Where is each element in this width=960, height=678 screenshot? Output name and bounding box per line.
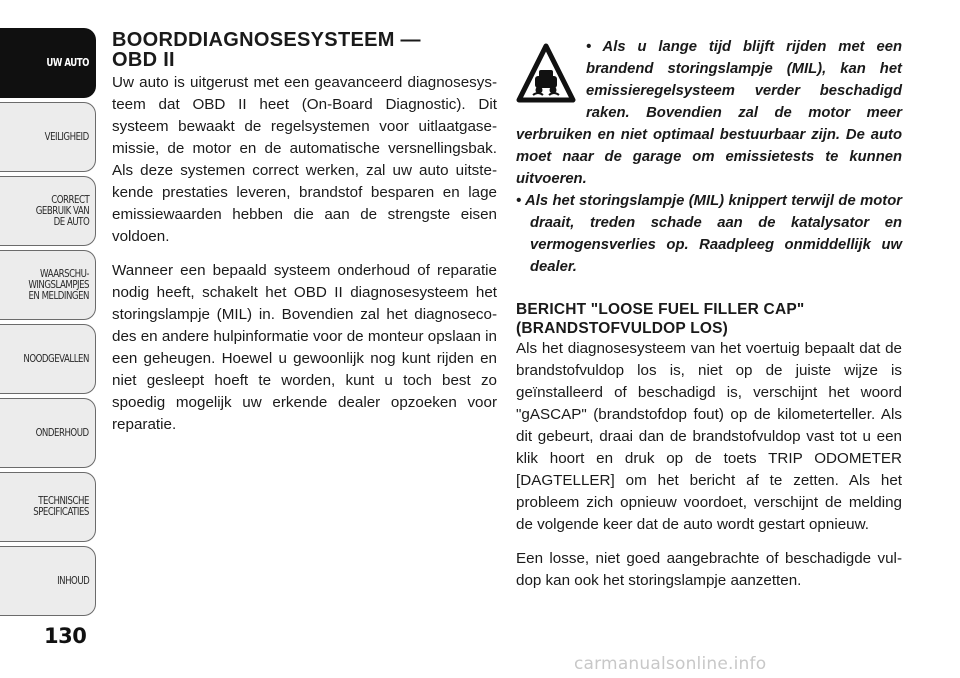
left-column xyxy=(112,30,497,448)
watermark: carmanualsonline.info xyxy=(574,654,767,674)
section-title xyxy=(112,30,497,70)
warning-triangle-icon xyxy=(516,42,576,104)
subsection-title-line2: (BRANDSTOFVULDOP LOS) xyxy=(516,320,729,337)
page-number: 130 xyxy=(44,624,87,648)
fuel-cap-note-paragraph: Een losse, niet goed aangebrachte of beschadigde vuldop kan ook het storingslampje aanzetten. xyxy=(516,550,902,589)
tab-technische-specificaties[interactable]: TECHNISCHE SPECIFICATIES xyxy=(0,472,96,542)
tab-uw-auto[interactable]: UW AUTO xyxy=(0,28,96,98)
section-title-line2: OBD II xyxy=(112,49,175,71)
right-column xyxy=(516,36,902,604)
obd-intro-paragraph: Uw auto is uitgerust met een geavanceerd diagnosesysteem dat OBD II heet (On-Board Diagnostic). Dit systeem bewaakt de regelsystemen voor uitlaatgasemissie, de motor en de automatische versnellingsbak. Als deze systemen correct werken, zal uw auto uitstekende prestaties leveren, brandstof besparen en lage emissiewaarden hebben die aan de strengste eisen voldoen. xyxy=(112,74,497,245)
warning-item-mil-flashing: • Als het storingslampje (MIL) knippert terwijl de motor draait, treden schade aan de katalysator en vermogensverlies op. Raadpleeg onmiddellijk uw dealer. xyxy=(516,193,902,275)
obd-maintenance-paragraph: Wanneer een bepaald systeem onderhoud of reparatie nodig heeft, schakelt het OBD II diagnosesysteem het storingslampje (MIL) in. Bovendien zal het diagnosecodes en andere hulpinformatie voor de monteur opslaan in een geheugen. Hoewel u gewoonlijk nog kunt rijden en niet gesleept hoeft te worden, kunt u toch best zo spoedig mogelijk uw erkende dealer opzoeken voor reparatie. xyxy=(112,262,497,433)
tab-noodgevallen[interactable]: NOODGEVALLEN xyxy=(0,324,96,394)
tab-waarschuwingslampjes[interactable]: WAARSCHU- WINGSLAMPJES EN MELDINGEN xyxy=(0,250,96,320)
subsection-title xyxy=(516,300,902,338)
warning-item-mil-continuous: • Als u lange tijd blijft rijden met een brandend storingslampje (MIL), kan het emissieregelsysteem verder beschadigd raken. Bovendien zal de motor meer verbruiken en niet optimaal bestuurbaar zijn. De auto moet naar de garage om emissietests te kunnen uitvoeren. xyxy=(516,39,902,187)
section-title-line1: BOORDDIAGNOSESYSTEEM — xyxy=(112,29,421,51)
tab-correct-gebruik[interactable]: CORRECT GEBRUIK VAN DE AUTO xyxy=(0,176,96,246)
fuel-cap-paragraph: Als het diagnosesysteem van het voertuig bepaalt dat de brandstofvuldop los is, niet op de juiste wijze is geïnstalleerd of beschadigd is, verschijnt het woord "gASCAP" (brandstofdop fout) op de kilometerteller. Als dit gebeurt, draai dan de brandstofvuldop vast tot u een klik hoort en druk op de toets TRIP ODOMETER [DAGTELLER] om het bericht af te zetten. Als het probleem zich opnieuw voordoet, verschijnt de melding de volgende keer dat de auto wordt gestart opnieuw. xyxy=(516,340,902,533)
tab-inhoud[interactable]: INHOUD xyxy=(0,546,96,616)
tab-veiligheid[interactable]: VEILIGHEID xyxy=(0,102,96,172)
subsection-title-line1: BERICHT "LOOSE FUEL FILLER CAP" xyxy=(516,301,805,318)
warning-box xyxy=(516,36,902,278)
tab-onderhoud[interactable]: ONDERHOUD xyxy=(0,398,96,468)
